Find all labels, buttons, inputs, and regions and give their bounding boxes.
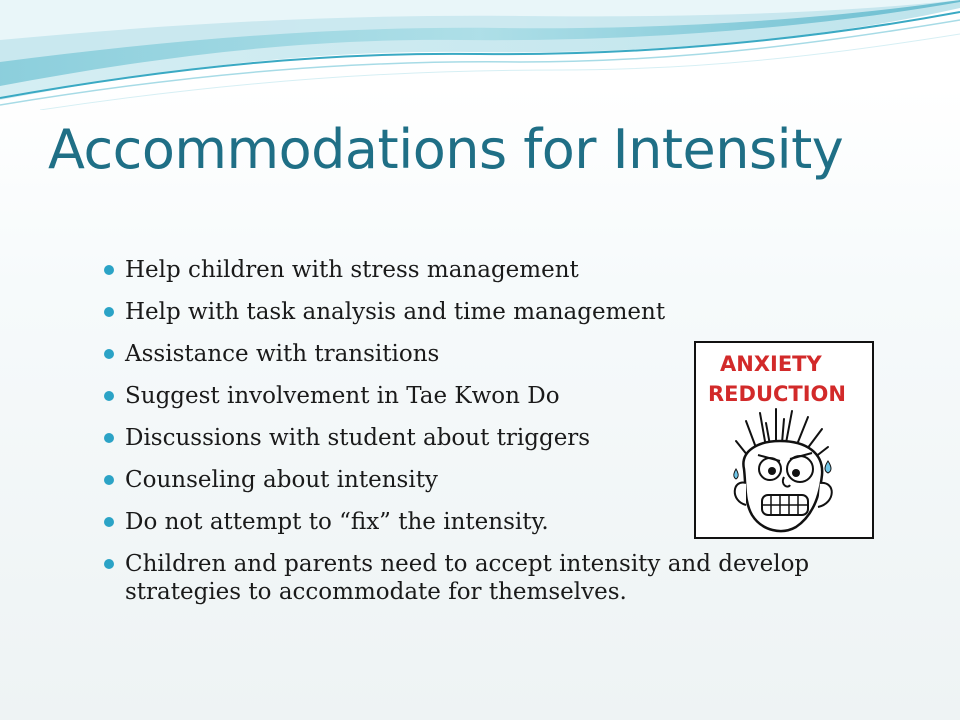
bullet-dot-icon xyxy=(104,349,114,359)
image-caption-line2: REDUCTION xyxy=(708,382,846,406)
bullet-text: Do not attempt to “fix” the intensity. xyxy=(125,509,549,535)
stressed-face-cartoon-icon xyxy=(696,343,872,537)
bullet-item xyxy=(104,550,844,606)
bullet-dot-icon xyxy=(104,559,114,569)
bullet-text: Assistance with transitions xyxy=(125,341,440,367)
bullet-item xyxy=(104,298,844,326)
image-caption-line1: ANXIETY xyxy=(720,352,822,376)
bullet-dot-icon xyxy=(104,265,114,275)
bullet-text: Counseling about intensity xyxy=(125,467,438,493)
bullet-dot-icon xyxy=(104,475,114,485)
header-wave-decoration xyxy=(0,0,960,110)
bullet-dot-icon xyxy=(104,307,114,317)
bullet-dot-icon xyxy=(104,517,114,527)
bullet-text: Discussions with student about triggers xyxy=(125,425,591,451)
bullet-text: Help with task analysis and time management xyxy=(125,299,666,325)
bullet-item xyxy=(104,256,844,284)
bullet-text: Help children with stress management xyxy=(125,257,579,283)
bullet-dot-icon xyxy=(104,433,114,443)
anxiety-reduction-image xyxy=(694,341,874,539)
bullet-dot-icon xyxy=(104,391,114,401)
bullet-text: Children and parents need to accept intensity and develop strategies to accommodate for themselves. xyxy=(125,551,810,605)
bullet-text: Suggest involvement in Tae Kwon Do xyxy=(125,383,560,409)
slide-title: Accommodations for Intensity xyxy=(48,118,844,181)
